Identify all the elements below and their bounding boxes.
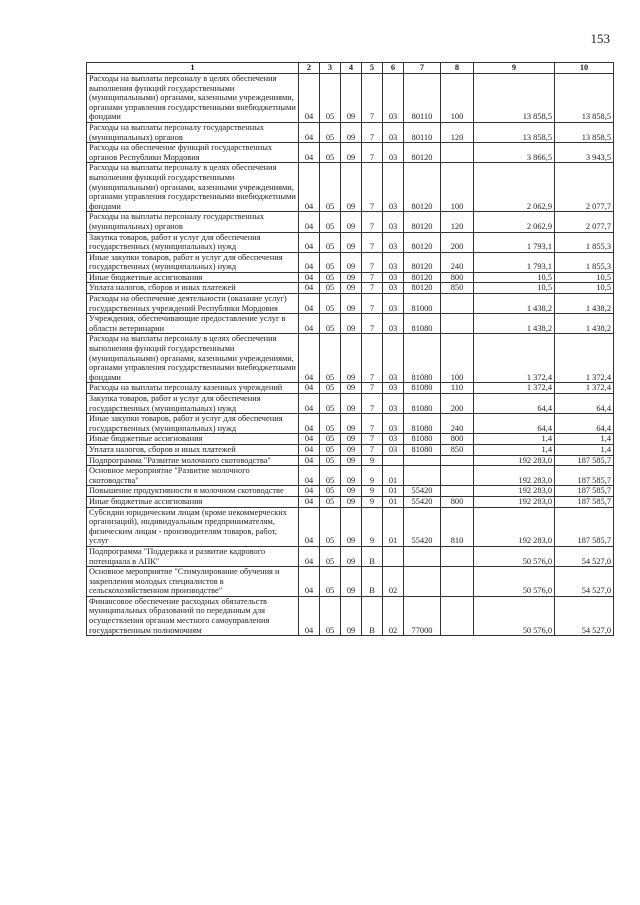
row-cell-c9: 192 283,0 — [474, 466, 555, 486]
row-cell-c10: 2 077,7 — [555, 163, 614, 212]
row-cell-c9: 64,4 — [474, 414, 555, 434]
row-cell-c4: 09 — [341, 466, 362, 486]
row-cell-c7: 80120 — [404, 163, 441, 212]
row-cell-c4: 09 — [341, 455, 362, 466]
row-cell-c10: 1 372,4 — [555, 334, 614, 383]
row-cell-c9: 1,4 — [474, 444, 555, 455]
row-cell-c10: 3 943,5 — [555, 143, 614, 163]
row-cell-c4: 09 — [341, 567, 362, 597]
row-cell-c3: 05 — [320, 272, 341, 283]
row-cell-c2: 04 — [299, 596, 320, 635]
row-cell-c5: 9 — [362, 486, 383, 497]
row-cell-c10: 187 585,7 — [555, 507, 614, 546]
row-cell-c4: 09 — [341, 486, 362, 497]
row-cell-c6: 03 — [383, 212, 404, 232]
row-cell-c7: 81080 — [404, 414, 441, 434]
row-cell-c7: 81080 — [404, 434, 441, 445]
row-cell-c3: 05 — [320, 334, 341, 383]
row-cell-c2: 04 — [299, 143, 320, 163]
row-cell-c10: 54 527,0 — [555, 567, 614, 597]
row-cell-c7 — [404, 567, 441, 597]
row-cell-c10: 1,4 — [555, 444, 614, 455]
row-cell-c2: 04 — [299, 466, 320, 486]
row-cell-c9: 1 793,1 — [474, 232, 555, 252]
table-row — [87, 122, 614, 142]
row-cell-c9: 10,5 — [474, 283, 555, 294]
row-cell-c4: 09 — [341, 74, 362, 123]
row-cell-c5: 7 — [362, 394, 383, 414]
row-cell-c4: 09 — [341, 272, 362, 283]
row-cell-c4: 09 — [341, 334, 362, 383]
row-cell-c7: 80120 — [404, 283, 441, 294]
row-cell-c3: 05 — [320, 455, 341, 466]
row-cell-c9: 192 283,0 — [474, 486, 555, 497]
row-cell-c10: 1 438,2 — [555, 294, 614, 314]
header-cell: 7 — [404, 63, 441, 74]
row-cell-c7: 55420 — [404, 496, 441, 507]
table-row — [87, 444, 614, 455]
row-cell-c8: 200 — [441, 232, 474, 252]
row-cell-c8: 800 — [441, 496, 474, 507]
row-cell-c9: 3 866,5 — [474, 143, 555, 163]
row-cell-c7: 80110 — [404, 122, 441, 142]
table-row — [87, 434, 614, 445]
row-cell-c3: 05 — [320, 486, 341, 497]
table-row — [87, 394, 614, 414]
row-name-cell: Субсидии юридическим лицам (кроме некоммерческих организаций), индивидуальным предпринимателям, физическим лицам - производителям товаров, работ, услуг — [87, 507, 299, 546]
row-cell-c8: 800 — [441, 272, 474, 283]
budget-table — [86, 62, 614, 636]
row-name-cell: Расходы на выплаты персоналу в целях обеспечения выполнения функций государственными (муниципальными) органами, казенными учреждениями, органами управления государственными внебюджетными фондами — [87, 163, 299, 212]
row-name-cell: Расходы на выплаты персоналу государственных (муниципальных) органов — [87, 212, 299, 232]
row-name-cell: Иные бюджетные ассигнования — [87, 496, 299, 507]
row-cell-c4: 09 — [341, 163, 362, 212]
row-cell-c8 — [441, 596, 474, 635]
row-name-cell: Расходы на выплаты персоналу казенных учреждений — [87, 383, 299, 394]
row-cell-c5: 7 — [362, 272, 383, 283]
row-cell-c6 — [383, 455, 404, 466]
row-cell-c3: 05 — [320, 394, 341, 414]
row-cell-c7: 80120 — [404, 212, 441, 232]
row-cell-c2: 04 — [299, 455, 320, 466]
row-cell-c3: 05 — [320, 163, 341, 212]
row-cell-c5: 9 — [362, 455, 383, 466]
row-cell-c4: 09 — [341, 546, 362, 566]
row-cell-c9: 50 576,0 — [474, 596, 555, 635]
row-cell-c3: 05 — [320, 496, 341, 507]
page-number: 153 — [590, 31, 610, 46]
row-cell-c2: 04 — [299, 546, 320, 566]
row-cell-c7: 81000 — [404, 294, 441, 314]
header-cell: 5 — [362, 63, 383, 74]
header-cell: 1 — [87, 63, 299, 74]
row-cell-c5: 7 — [362, 414, 383, 434]
row-cell-c3: 05 — [320, 212, 341, 232]
row-cell-c6: 02 — [383, 596, 404, 635]
row-cell-c6: 03 — [383, 252, 404, 272]
row-cell-c7: 80120 — [404, 252, 441, 272]
row-cell-c8: 100 — [441, 334, 474, 383]
row-cell-c6: 03 — [383, 272, 404, 283]
table-row — [87, 546, 614, 566]
row-cell-c5: 9 — [362, 466, 383, 486]
header-cell: 8 — [441, 63, 474, 74]
row-cell-c8: 120 — [441, 122, 474, 142]
row-cell-c4: 09 — [341, 122, 362, 142]
row-name-cell: Расходы на выплаты персоналу в целях обеспечения выполнения функций государственными (муниципальными) органами, казенными учреждениями, органами управления государственными внебюджетными фондами — [87, 74, 299, 123]
row-cell-c3: 05 — [320, 466, 341, 486]
row-cell-c3: 05 — [320, 434, 341, 445]
row-cell-c7: 81080 — [404, 383, 441, 394]
table-row — [87, 294, 614, 314]
row-cell-c4: 09 — [341, 212, 362, 232]
row-cell-c3: 05 — [320, 414, 341, 434]
row-cell-c7 — [404, 466, 441, 486]
table-row — [87, 283, 614, 294]
row-cell-c10: 1 438,2 — [555, 314, 614, 334]
row-name-cell: Иные бюджетные ассигнования — [87, 272, 299, 283]
row-cell-c5: 7 — [362, 444, 383, 455]
row-cell-c4: 09 — [341, 252, 362, 272]
row-name-cell: Учреждения, обеспечивающие предоставление услуг в области ветеринарии — [87, 314, 299, 334]
row-name-cell: Расходы на обеспечение деятельности (оказание услуг) государственных учреждений Республики Мордовия — [87, 294, 299, 314]
row-cell-c4: 09 — [341, 143, 362, 163]
row-cell-c5: 7 — [362, 143, 383, 163]
row-cell-c2: 04 — [299, 383, 320, 394]
row-cell-c6: 03 — [383, 163, 404, 212]
row-cell-c6: 03 — [383, 283, 404, 294]
row-cell-c6: 03 — [383, 383, 404, 394]
row-cell-c9: 1 438,2 — [474, 294, 555, 314]
row-cell-c2: 04 — [299, 163, 320, 212]
row-cell-c8 — [441, 466, 474, 486]
row-cell-c8 — [441, 294, 474, 314]
row-name-cell: Повышение продуктивности в молочном скотоводстве — [87, 486, 299, 497]
row-name-cell: Основное мероприятие "Развитие молочного скотоводства" — [87, 466, 299, 486]
row-cell-c5: 7 — [362, 383, 383, 394]
row-cell-c10: 54 527,0 — [555, 546, 614, 566]
row-cell-c5: В — [362, 567, 383, 597]
row-cell-c2: 04 — [299, 434, 320, 445]
row-cell-c8: 200 — [441, 394, 474, 414]
row-cell-c2: 04 — [299, 122, 320, 142]
row-cell-c2: 04 — [299, 414, 320, 434]
row-cell-c6: 01 — [383, 507, 404, 546]
row-cell-c4: 09 — [341, 414, 362, 434]
row-cell-c8 — [441, 486, 474, 497]
row-cell-c8: 110 — [441, 383, 474, 394]
row-cell-c7: 80120 — [404, 272, 441, 283]
row-cell-c7: 80110 — [404, 74, 441, 123]
row-cell-c8 — [441, 314, 474, 334]
row-cell-c6: 03 — [383, 74, 404, 123]
row-cell-c4: 09 — [341, 314, 362, 334]
row-cell-c5: 7 — [362, 283, 383, 294]
table-row — [87, 567, 614, 597]
row-cell-c10: 1 855,3 — [555, 252, 614, 272]
row-cell-c3: 05 — [320, 232, 341, 252]
row-cell-c9: 1,4 — [474, 434, 555, 445]
row-name-cell: Расходы на выплаты персоналу в целях обеспечения выполнения функций государственными (муниципальными) органами, казенными учреждениями, органами управления государственными внебюджетными фондами — [87, 334, 299, 383]
row-cell-c3: 05 — [320, 74, 341, 123]
table-row — [87, 314, 614, 334]
row-cell-c3: 05 — [320, 444, 341, 455]
row-cell-c5: 7 — [362, 122, 383, 142]
row-cell-c10: 13 858,5 — [555, 122, 614, 142]
header-cell: 4 — [341, 63, 362, 74]
row-cell-c9: 1 793,1 — [474, 252, 555, 272]
row-cell-c4: 09 — [341, 596, 362, 635]
row-cell-c6: 02 — [383, 567, 404, 597]
row-cell-c6: 03 — [383, 394, 404, 414]
row-name-cell: Финансовое обеспечение расходных обязательств муниципальных образований по переданным для осуществления органам местного самоуправления государственным полномочиям — [87, 596, 299, 635]
row-cell-c8: 810 — [441, 507, 474, 546]
table-row — [87, 232, 614, 252]
row-cell-c4: 09 — [341, 294, 362, 314]
row-cell-c3: 05 — [320, 252, 341, 272]
row-cell-c7: 81080 — [404, 444, 441, 455]
row-cell-c3: 05 — [320, 122, 341, 142]
row-cell-c6 — [383, 546, 404, 566]
row-cell-c9: 1 372,4 — [474, 334, 555, 383]
table-row — [87, 163, 614, 212]
row-name-cell: Иные закупки товаров, работ и услуг для обеспечения государственных (муниципальных) нужд — [87, 414, 299, 434]
row-cell-c10: 1 372,4 — [555, 383, 614, 394]
row-cell-c3: 05 — [320, 567, 341, 597]
row-name-cell: Подпрограмма "Развитие молочного скотоводства" — [87, 455, 299, 466]
row-cell-c9: 2 062,9 — [474, 163, 555, 212]
row-cell-c9: 64,4 — [474, 394, 555, 414]
row-cell-c4: 09 — [341, 232, 362, 252]
row-cell-c9: 2 062,9 — [474, 212, 555, 232]
row-cell-c9: 13 858,5 — [474, 74, 555, 123]
row-cell-c2: 04 — [299, 496, 320, 507]
table-row — [87, 486, 614, 497]
row-cell-c4: 09 — [341, 283, 362, 294]
row-cell-c2: 04 — [299, 232, 320, 252]
row-cell-c5: 7 — [362, 294, 383, 314]
row-cell-c3: 05 — [320, 546, 341, 566]
row-cell-c8: 120 — [441, 212, 474, 232]
table-row — [87, 466, 614, 486]
row-cell-c7: 55420 — [404, 507, 441, 546]
row-cell-c10: 13 858,5 — [555, 74, 614, 123]
row-cell-c4: 09 — [341, 507, 362, 546]
row-cell-c5: 7 — [362, 314, 383, 334]
row-cell-c10: 10,5 — [555, 272, 614, 283]
row-cell-c3: 05 — [320, 314, 341, 334]
row-cell-c2: 04 — [299, 294, 320, 314]
row-cell-c8: 850 — [441, 283, 474, 294]
row-cell-c8: 800 — [441, 434, 474, 445]
row-cell-c8: 240 — [441, 252, 474, 272]
row-cell-c7: 81080 — [404, 314, 441, 334]
row-cell-c5: 7 — [362, 74, 383, 123]
row-cell-c5: 7 — [362, 434, 383, 445]
row-cell-c9: 1 438,2 — [474, 314, 555, 334]
row-cell-c9: 10,5 — [474, 272, 555, 283]
row-name-cell: Иные закупки товаров, работ и услуг для обеспечения государственных (муниципальных) нужд — [87, 252, 299, 272]
table-row — [87, 74, 614, 123]
row-cell-c5: 7 — [362, 334, 383, 383]
row-cell-c10: 1 855,3 — [555, 232, 614, 252]
row-name-cell: Уплата налогов, сборов и иных платежей — [87, 444, 299, 455]
row-cell-c7 — [404, 455, 441, 466]
row-cell-c4: 09 — [341, 434, 362, 445]
table-row — [87, 496, 614, 507]
row-cell-c10: 54 527,0 — [555, 596, 614, 635]
row-cell-c9: 1 372,4 — [474, 383, 555, 394]
row-cell-c10: 1,4 — [555, 434, 614, 445]
row-cell-c6: 03 — [383, 314, 404, 334]
row-cell-c2: 04 — [299, 74, 320, 123]
row-cell-c6: 03 — [383, 434, 404, 445]
row-cell-c7: 80120 — [404, 143, 441, 163]
row-cell-c9: 192 283,0 — [474, 496, 555, 507]
row-cell-c10: 187 585,7 — [555, 466, 614, 486]
table-row — [87, 383, 614, 394]
row-cell-c10: 2 077,7 — [555, 212, 614, 232]
row-cell-c6: 03 — [383, 232, 404, 252]
row-cell-c6: 03 — [383, 444, 404, 455]
row-cell-c9: 50 576,0 — [474, 546, 555, 566]
row-cell-c3: 05 — [320, 294, 341, 314]
row-cell-c6: 01 — [383, 486, 404, 497]
header-cell: 2 — [299, 63, 320, 74]
row-cell-c5: 7 — [362, 252, 383, 272]
header-cell: 3 — [320, 63, 341, 74]
row-cell-c7: 55420 — [404, 486, 441, 497]
header-cell: 10 — [555, 63, 614, 74]
row-cell-c10: 64,4 — [555, 394, 614, 414]
row-cell-c2: 04 — [299, 283, 320, 294]
row-cell-c8: 100 — [441, 74, 474, 123]
row-name-cell: Уплата налогов, сборов и иных платежей — [87, 283, 299, 294]
row-cell-c10: 187 585,7 — [555, 486, 614, 497]
row-cell-c10: 64,4 — [555, 414, 614, 434]
row-cell-c8 — [441, 546, 474, 566]
row-name-cell: Расходы на выплаты персоналу государственных (муниципальных) органов — [87, 122, 299, 142]
row-cell-c2: 04 — [299, 567, 320, 597]
row-cell-c2: 04 — [299, 272, 320, 283]
row-cell-c2: 04 — [299, 252, 320, 272]
row-cell-c6: 03 — [383, 414, 404, 434]
row-name-cell: Подпрограмма "Поддержка и развитие кадрового потенциала в АПК" — [87, 546, 299, 566]
table-row — [87, 596, 614, 635]
row-cell-c5: 7 — [362, 232, 383, 252]
row-cell-c4: 09 — [341, 394, 362, 414]
row-cell-c5: В — [362, 596, 383, 635]
row-cell-c7: 77000 — [404, 596, 441, 635]
row-cell-c4: 09 — [341, 496, 362, 507]
table-row — [87, 507, 614, 546]
row-cell-c9: 13 858,5 — [474, 122, 555, 142]
row-cell-c3: 05 — [320, 143, 341, 163]
row-cell-c3: 05 — [320, 596, 341, 635]
row-cell-c9: 192 283,0 — [474, 507, 555, 546]
row-cell-c6: 01 — [383, 466, 404, 486]
row-cell-c7 — [404, 546, 441, 566]
row-name-cell: Иные бюджетные ассигнования — [87, 434, 299, 445]
row-cell-c5: 9 — [362, 496, 383, 507]
table-row — [87, 272, 614, 283]
row-cell-c6: 01 — [383, 496, 404, 507]
row-cell-c6: 03 — [383, 122, 404, 142]
row-name-cell: Закупка товаров, работ и услуг для обеспечения государственных (муниципальных) нужд — [87, 394, 299, 414]
row-cell-c10: 187 585,7 — [555, 496, 614, 507]
row-cell-c8 — [441, 455, 474, 466]
row-cell-c3: 05 — [320, 383, 341, 394]
row-cell-c10: 187 585,7 — [555, 455, 614, 466]
row-cell-c7: 81080 — [404, 334, 441, 383]
header-cell: 9 — [474, 63, 555, 74]
header-cell: 6 — [383, 63, 404, 74]
row-name-cell: Закупка товаров, работ и услуг для обеспечения государственных (муниципальных) нужд — [87, 232, 299, 252]
row-name-cell: Основное мероприятие "Стимулирование обучения и закрепления молодых специалистов в сельскохозяйственном производстве" — [87, 567, 299, 597]
row-cell-c2: 04 — [299, 314, 320, 334]
table-row — [87, 455, 614, 466]
row-name-cell: Расходы на обеспечение функций государственных органов Республики Мордовия — [87, 143, 299, 163]
table-row — [87, 212, 614, 232]
header-row — [87, 63, 614, 74]
row-cell-c5: В — [362, 546, 383, 566]
row-cell-c5: 7 — [362, 212, 383, 232]
row-cell-c10: 10,5 — [555, 283, 614, 294]
row-cell-c2: 04 — [299, 444, 320, 455]
row-cell-c5: 7 — [362, 163, 383, 212]
row-cell-c9: 192 283,0 — [474, 455, 555, 466]
row-cell-c7: 81080 — [404, 394, 441, 414]
row-cell-c3: 05 — [320, 283, 341, 294]
row-cell-c8: 240 — [441, 414, 474, 434]
row-cell-c8 — [441, 143, 474, 163]
row-cell-c6: 03 — [383, 294, 404, 314]
row-cell-c3: 05 — [320, 507, 341, 546]
table-row — [87, 334, 614, 383]
row-cell-c2: 04 — [299, 486, 320, 497]
row-cell-c2: 04 — [299, 334, 320, 383]
row-cell-c7: 80120 — [404, 232, 441, 252]
row-cell-c8: 100 — [441, 163, 474, 212]
row-cell-c2: 04 — [299, 212, 320, 232]
row-cell-c2: 04 — [299, 507, 320, 546]
row-cell-c8 — [441, 567, 474, 597]
row-cell-c6: 03 — [383, 334, 404, 383]
row-cell-c9: 50 576,0 — [474, 567, 555, 597]
table-row — [87, 414, 614, 434]
row-cell-c5: 9 — [362, 507, 383, 546]
table-row — [87, 252, 614, 272]
row-cell-c4: 09 — [341, 444, 362, 455]
row-cell-c6: 03 — [383, 143, 404, 163]
table-row — [87, 143, 614, 163]
row-cell-c8: 850 — [441, 444, 474, 455]
row-cell-c2: 04 — [299, 394, 320, 414]
row-cell-c4: 09 — [341, 383, 362, 394]
